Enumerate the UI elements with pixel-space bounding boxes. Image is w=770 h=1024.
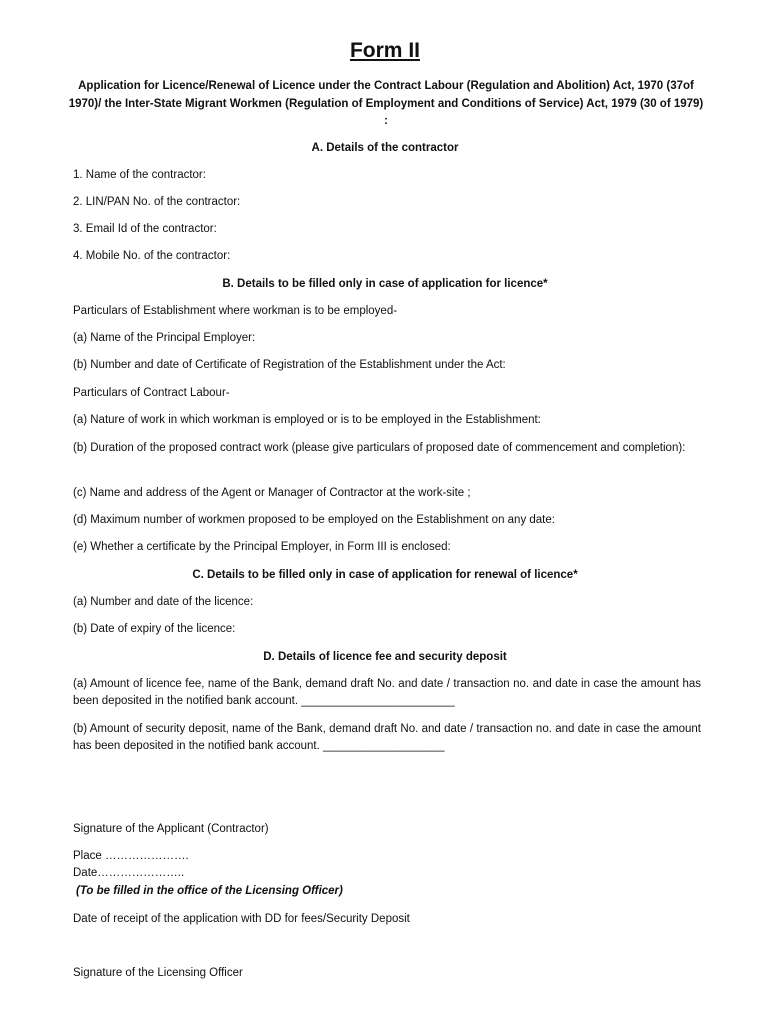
agent-manager-field: (c) Name and address of the Agent or Manager of Contractor at the work-site ; [73,487,471,499]
section-d-heading: D. Details of licence fee and security deposit [263,651,507,663]
registration-certificate-field: (b) Number and date of Certificate of Registration of the Establishment under the Act: [73,359,506,371]
licence-number-date-field: (a) Number and date of the licence: [73,596,254,608]
contractor-name-field: 1. Name of the contractor: [73,169,206,181]
max-workmen-field: (d) Maximum number of workmen proposed to be employed on the Establishment on any date: [73,514,555,526]
licence-expiry-field: (b) Date of expiry of the licence: [73,623,236,635]
establishment-label: Particulars of Establishment where workman is to be employed- [73,305,398,317]
licence-fee-field: (a) Amount of licence fee, name of the Bank, demand draft No. and date / transaction no. and date in case the amount has been deposited in the notified bank account. ________________________ [73,678,701,707]
place-field: Place …………………. [73,850,189,862]
principal-employer-field: (a) Name of the Principal Employer: [73,332,256,344]
section-a-heading: A. Details of the contractor [311,142,459,154]
form-title: Form II [349,39,420,62]
nature-of-work-field: (a) Nature of work in which workman is employed or is to be employed in the Establishment: [73,414,541,426]
contractor-email-field: 3. Email Id of the contractor: [73,223,217,235]
contract-labour-label: Particulars of Contract Labour- [73,387,230,399]
form-subtitle: Application for Licence/Renewal of Licence under the Contract Labour (Regulation and Abolition) Act, 1970 (37of 1970)/ the Inter-State Migrant Workmen (Regulation of Employment and Conditions of Service) Act, 1979 (30 of 1979) : [68,80,704,127]
form-iii-certificate-field: (e) Whether a certificate by the Principal Employer, in Form III is enclosed: [73,541,451,553]
security-deposit-field: (b) Amount of security deposit, name of the Bank, demand draft No. and date / transaction no. and date in case the amount has been deposited in the notified bank account. ___________________ [73,723,701,752]
contract-duration-field: (b) Duration of the proposed contract work (please give particulars of proposed date of commencement and completion): [73,442,686,454]
contractor-lin-pan-field: 2. LIN/PAN No. of the contractor: [73,196,241,208]
section-c-heading: C. Details to be filled only in case of application for renewal of licence* [192,569,578,581]
office-use-note: (To be filled in the office of the Licensing Officer) [76,885,343,897]
section-b-heading: B. Details to be filled only in case of application for licence* [222,278,548,290]
licensing-officer-signature: Signature of the Licensing Officer [73,967,243,979]
date-field: Date………………….. [73,867,185,879]
receipt-date-field: Date of receipt of the application with DD for fees/Security Deposit [73,913,410,925]
contractor-mobile-field: 4. Mobile No. of the contractor: [73,250,231,262]
applicant-signature: Signature of the Applicant (Contractor) [73,823,269,835]
